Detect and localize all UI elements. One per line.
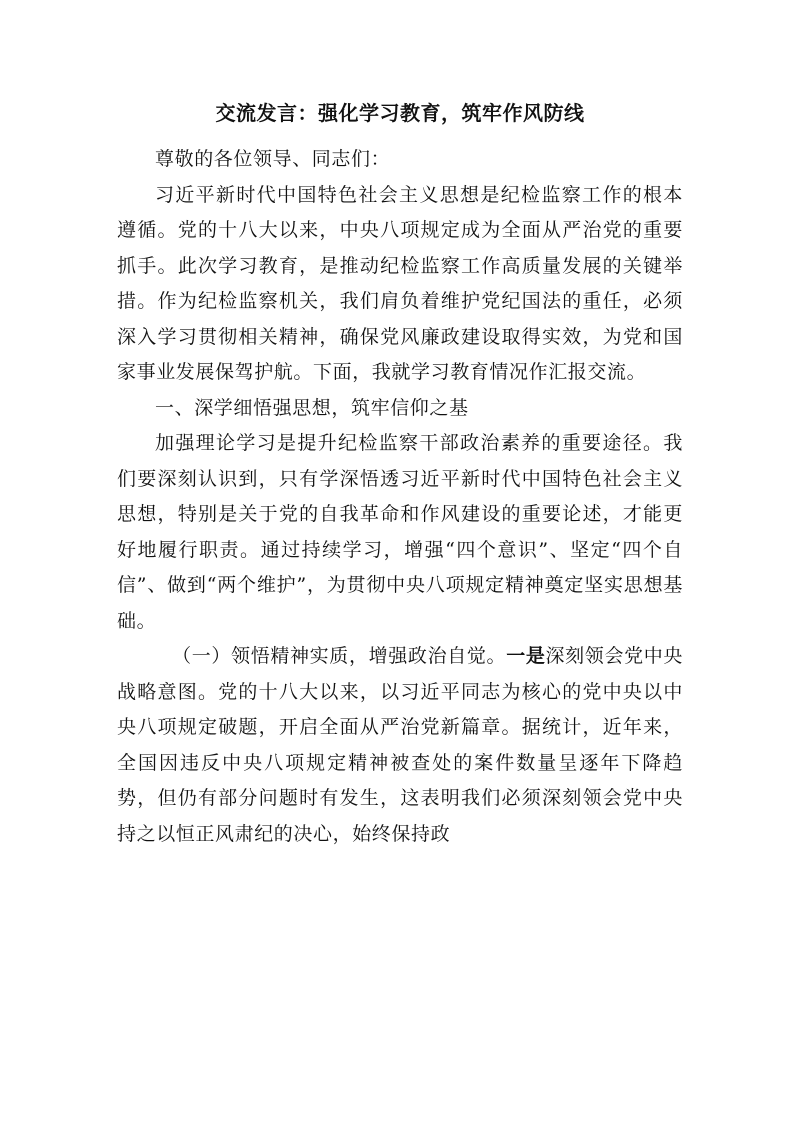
salutation: 尊敬的各位领导、同志们： [155,148,391,170]
subsection-1-lead-term: 一是 [506,645,546,667]
section-1-heading: 一、深学细悟强思想，筑牢信仰之基 [155,396,469,419]
subsection-1-body: 深刻领会党中央战略意图。党的十八大以来，以习近平同志为核心的党中央以中央八项规定破题，开启全面从严治党新篇章。据统计，近年来，全国因违反中央八项规定精神被查处的案件数量呈逐年下降趋势，但仍有部分问题时有发生，这表明我们必须深刻领会党中央持之以恒正风肃纪的决心，始终保持政 [117,645,684,845]
intro-paragraph: 习近平新时代中国特色社会主义思想是纪检监察工作的根本遵循。党的十八大以来，中央八项规定成为全面从严治党的重要抓手。此次学习教育，是推动纪检监察工作高质量发展的关键举措。作为纪检监察机关，我们肩负着维护党纪国法的重任，必须深入学习贯彻相关精神，确保党风廉政建设取得实效，为党和国家事业发展保驾护航。下面，我就学习教育情况作汇报交流。 [117,183,683,383]
document-title: 交流发言：强化学习教育，筑牢作风防线 [215,101,585,125]
subsection-1-paragraph [117,639,683,852]
subsection-1-heading: （一）领悟精神实质，增强政治自觉。 [172,645,507,667]
section-1-paragraph: 加强理论学习是提升纪检监察干部政治素养的重要途径。我们要深刻认识到，只有学深悟透习近平新时代中国特色社会主义思想，特别是关于党的自我革命和作风建设的重要论述，才能更好地履行职责。通过持续学习，增强“四个意识”、坚定“四个自信”、做到“两个维护”，为贯彻中央八项规定精神奠定坚实思想基础。 [117,432,683,632]
document-body [117,96,683,852]
